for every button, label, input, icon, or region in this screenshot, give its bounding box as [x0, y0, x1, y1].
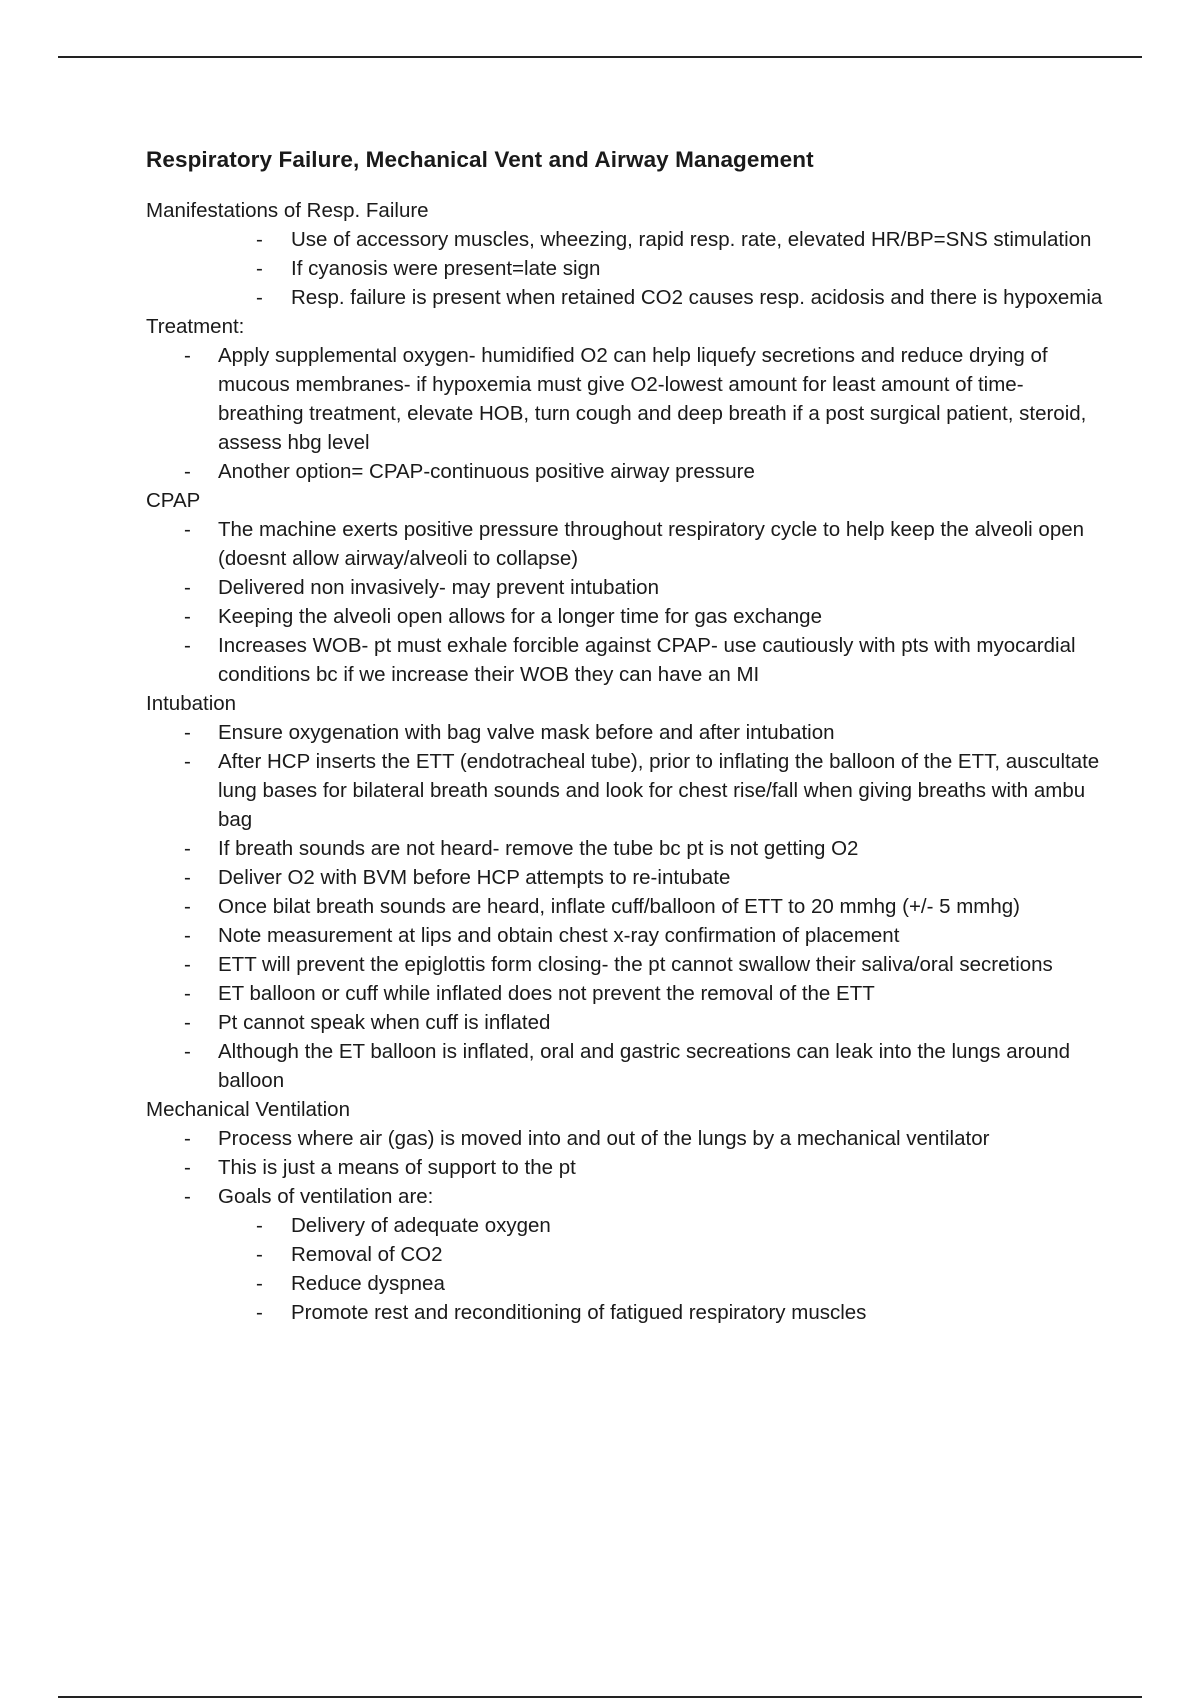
- list-item-text: Once bilat breath sounds are heard, inflate cuff/balloon of ETT to 20 mmhg (+/- 5 mmhg): [218, 895, 1021, 918]
- bullet-dash: -: [184, 953, 191, 976]
- bullet-dash: -: [184, 1127, 191, 1150]
- list-item: [146, 254, 1106, 283]
- list-item-text: Keeping the alveoli open allows for a longer time for gas exchange: [218, 605, 822, 628]
- bullet-dash: -: [184, 605, 191, 628]
- list-item-text: ETT will prevent the epiglottis form closing- the pt cannot swallow their saliva/oral secretions: [218, 953, 1053, 976]
- list-item: [146, 1298, 1106, 1327]
- page-title: Respiratory Failure, Mechanical Vent and Airway Management: [146, 147, 814, 172]
- list-item: [146, 747, 1106, 834]
- section-manifestations: [146, 196, 1106, 312]
- top-divider: [58, 56, 1142, 58]
- bullet-dash: -: [256, 1301, 263, 1324]
- section-heading: Treatment:: [146, 315, 245, 338]
- bullet-dash: -: [184, 1011, 191, 1034]
- section-heading: Intubation: [146, 692, 237, 715]
- bullet-list: [146, 718, 1106, 1095]
- bullet-dash: -: [256, 1243, 263, 1266]
- bullet-dash: -: [184, 721, 191, 744]
- list-item-text: Pt cannot speak when cuff is inflated: [218, 1011, 551, 1034]
- list-item-text: Deliver O2 with BVM before HCP attempts to re-intubate: [218, 866, 731, 889]
- section-intubation: [146, 689, 1106, 1095]
- bullet-dash: -: [184, 924, 191, 947]
- bullet-dash: -: [184, 460, 191, 483]
- section-heading: Mechanical Ventilation: [146, 1098, 350, 1121]
- list-item-text: Ensure oxygenation with bag valve mask before and after intubation: [218, 721, 835, 744]
- list-item: [146, 515, 1106, 573]
- list-item-text: After HCP inserts the ETT (endotracheal tube), prior to inflating the balloon of the ETT, auscultate lung bases for bilateral breath sounds and look for chest rise/fall when giving breaths with ambu bag: [218, 750, 1100, 831]
- list-item: [146, 863, 1106, 892]
- list-item: [146, 892, 1106, 921]
- list-item: [146, 1269, 1106, 1298]
- list-item: [146, 341, 1106, 457]
- bullet-dash: -: [256, 1272, 263, 1295]
- list-item-text: Use of accessory muscles, wheezing, rapid resp. rate, elevated HR/BP=SNS stimulation: [291, 228, 1092, 251]
- bullet-list: [146, 1124, 1106, 1211]
- bullet-dash: -: [256, 257, 263, 280]
- bullet-dash: -: [184, 982, 191, 1005]
- list-item: [146, 1182, 1106, 1211]
- section-treatment: [146, 312, 1106, 486]
- list-item: [146, 1153, 1106, 1182]
- list-item-text: Goals of ventilation are:: [218, 1185, 434, 1208]
- list-item-text: Increases WOB- pt must exhale forcible against CPAP- use cautiously with pts with myocardial conditions bc if we increase their WOB they can have an MI: [218, 634, 1076, 686]
- list-item-text: Note measurement at lips and obtain chest x-ray confirmation of placement: [218, 924, 900, 947]
- list-item-text: Reduce dyspnea: [291, 1272, 445, 1295]
- list-item-text: Delivery of adequate oxygen: [291, 1214, 551, 1237]
- bottom-divider: [58, 1696, 1142, 1698]
- list-item-text: Although the ET balloon is inflated, oral and gastric secreations can leak into the lungs around balloon: [218, 1040, 1071, 1092]
- section-heading: CPAP: [146, 489, 201, 512]
- list-item-text: Apply supplemental oxygen- humidified O2 can help liquefy secretions and reduce drying of mucous membranes- if hypoxemia must give O2-lowest amount for least amount of time- breathing treatment, elevate HOB, turn cough and deep breath if a post surgical patient, steroid, assess hbg level: [218, 344, 1087, 454]
- list-item: [146, 1008, 1106, 1037]
- list-item: [146, 834, 1106, 863]
- list-item-text: The machine exerts positive pressure throughout respiratory cycle to help keep the alveoli open (doesnt allow airway/alveoli to collapse): [218, 518, 1085, 570]
- bullet-dash: -: [184, 1156, 191, 1179]
- bullet-dash: -: [184, 518, 191, 541]
- list-item: [146, 1211, 1106, 1240]
- list-item: [146, 1037, 1106, 1095]
- list-item: [146, 573, 1106, 602]
- bullet-dash: -: [256, 286, 263, 309]
- section-heading: Manifestations of Resp. Failure: [146, 199, 429, 222]
- list-item-text: Resp. failure is present when retained CO2 causes resp. acidosis and there is hypoxemia: [291, 286, 1103, 309]
- bullet-dash: -: [184, 576, 191, 599]
- list-item: [146, 457, 1106, 486]
- bullet-list: [146, 341, 1106, 486]
- bullet-dash: -: [184, 634, 191, 657]
- bullet-dash: -: [184, 1040, 191, 1063]
- sub-bullet-list: [146, 1211, 1106, 1327]
- bullet-dash: -: [184, 1185, 191, 1208]
- section-mechanical-ventilation: [146, 1095, 1106, 1327]
- list-item-text: Another option= CPAP-continuous positive airway pressure: [218, 460, 755, 483]
- bullet-dash: -: [184, 895, 191, 918]
- bullet-dash: -: [184, 837, 191, 860]
- list-item: [146, 631, 1106, 689]
- document-body: [146, 140, 1106, 1327]
- list-item: [146, 1124, 1106, 1153]
- bullet-dash: -: [256, 1214, 263, 1237]
- bullet-list: [146, 515, 1106, 689]
- list-item: [146, 225, 1106, 254]
- list-item-text: ET balloon or cuff while inflated does not prevent the removal of the ETT: [218, 982, 875, 1005]
- list-item-text: Promote rest and reconditioning of fatigued respiratory muscles: [291, 1301, 867, 1324]
- section-cpap: [146, 486, 1106, 689]
- list-item-text: This is just a means of support to the pt: [218, 1156, 576, 1179]
- list-item: [146, 283, 1106, 312]
- bullet-list: [146, 225, 1106, 312]
- list-item: [146, 1240, 1106, 1269]
- bullet-dash: -: [184, 344, 191, 367]
- list-item-text: Delivered non invasively- may prevent intubation: [218, 576, 659, 599]
- list-item-text: Process where air (gas) is moved into and out of the lungs by a mechanical ventilator: [218, 1127, 990, 1150]
- bullet-dash: -: [184, 750, 191, 773]
- list-item: [146, 921, 1106, 950]
- list-item: [146, 718, 1106, 747]
- bullet-dash: -: [184, 866, 191, 889]
- bullet-dash: -: [256, 228, 263, 251]
- list-item-text: If breath sounds are not heard- remove the tube bc pt is not getting O2: [218, 837, 859, 860]
- list-item-text: Removal of CO2: [291, 1243, 443, 1266]
- list-item: [146, 950, 1106, 979]
- list-item: [146, 979, 1106, 1008]
- list-item: [146, 602, 1106, 631]
- list-item-text: If cyanosis were present=late sign: [291, 257, 601, 280]
